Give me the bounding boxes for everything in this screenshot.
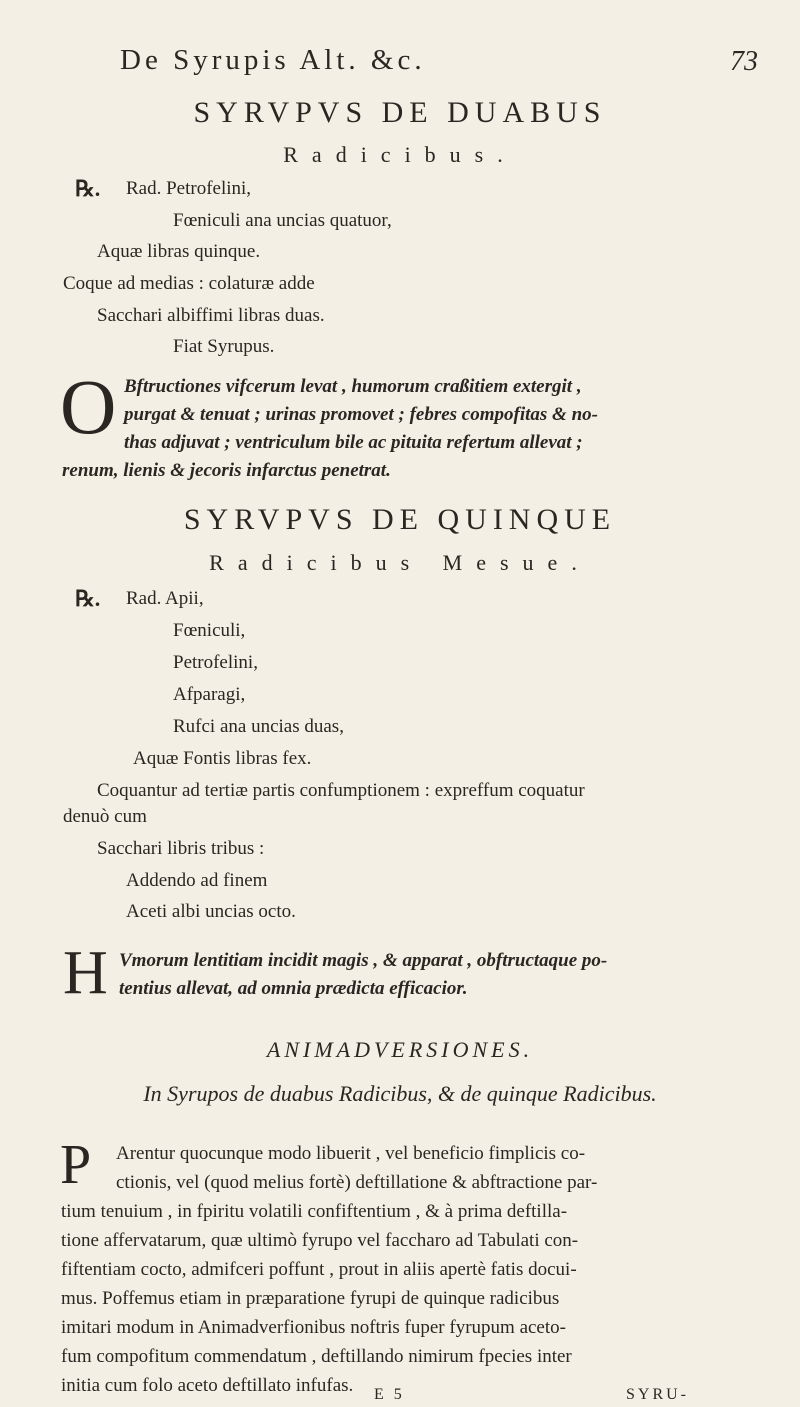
animadversiones-title: ANIMADVERSIONES. (266, 1037, 534, 1062)
recipe2-rx-symbol: ℞. (75, 586, 101, 611)
animadversiones-line: tione affervatarum, quæ ultimò fyrupo vel faccharo ad Tabulati con- (61, 1230, 579, 1251)
recipe1-line: Aquæ libras quinque. (97, 241, 261, 262)
page-number: 73 (730, 46, 758, 77)
recipe2-title: SYRVPVS DE QUINQUE (183, 503, 617, 536)
recipe1-title: SYRVPVS DE DUABUS (193, 96, 607, 129)
recipe2-line: Rad. Apii, (126, 588, 204, 609)
running-title: De Syrupis Alt. &c. (120, 44, 426, 76)
recipe1-virtues-dropcap: O (60, 363, 117, 450)
animadversiones-line: fum compofitum commendatum , deftillando nimirum fpecies inter (61, 1346, 572, 1367)
animadversiones-line: ctionis, vel (quod melius fortè) deftillatione & abftractione par- (116, 1172, 598, 1193)
animadversiones-line: imitari modum in Animadverfionibus noftris fuper fyrupum aceto- (61, 1317, 566, 1338)
recipe2-subtitle: Radicibus Mesue. (209, 550, 591, 575)
animadversiones-line: fiftentiam cocto, admifceri poffunt , prout in aliis apertè fatis docui- (61, 1259, 577, 1280)
recipe1-virtues-line: Bftructiones vifcerum levat , humorum craßitiem extergit , (124, 376, 582, 397)
animadversiones-line: Arentur quocunque modo libuerit , vel beneficio fimplicis co- (116, 1143, 586, 1164)
recipe1-rx-symbol: ℞. (75, 176, 101, 201)
animadversiones-subtitle: In Syrupos de duabus Radicibus, & de quinque Radicibus. (143, 1081, 657, 1106)
recipe2-virtues-line: tentius allevat, ad omnia prædicta efficacior. (119, 978, 468, 999)
recipe1-virtues-line: purgat & tenuat ; urinas promovet ; febres compofitas & no- (124, 404, 598, 425)
recipe2-line: Rufci ana uncias duas, (173, 716, 344, 737)
recipe1-virtues-line: thas adjuvat ; ventriculum bile ac pituita refertum allevat ; (124, 432, 583, 453)
recipe1-line: Rad. Petrofelini, (126, 178, 252, 199)
animadversiones-line: mus. Poffemus etiam in præparatione fyrupi de quinque radicibus (61, 1288, 560, 1309)
animadversiones-dropcap: P (60, 1134, 92, 1196)
recipe1-subtitle: Radicibus. (283, 142, 517, 167)
recipe2-virtues-dropcap: H (63, 939, 108, 1007)
recipe2-line: Petrofelini, (173, 652, 258, 673)
recipe1-line: Coque ad medias : colaturæ adde (63, 273, 315, 294)
recipe1-line: Fœniculi ana uncias quatuor, (173, 210, 392, 231)
recipe2-line: Coquantur ad tertiæ partis confumptionem : expreffum coquatur (97, 780, 585, 801)
animadversiones-line: tium tenuium , in fpiritu volatili confiftentium , & à prima deftilla- (61, 1201, 568, 1222)
recipe2-line: Sacchari libris tribus : (97, 838, 265, 859)
catchword: SYRU- (626, 1386, 690, 1403)
signature-mark: E 5 (374, 1386, 405, 1403)
recipe2-line: Afparagi, (173, 684, 246, 705)
recipe2-line: Fœniculi, (173, 620, 246, 641)
recipe1-line: Sacchari albiffimi libras duas. (97, 305, 325, 326)
recipe2-virtues-line: Vmorum lentitiam incidit magis , & apparat , obftructaque po- (119, 950, 608, 971)
recipe2-line: Addendo ad finem (126, 870, 268, 891)
recipe1-line: Fiat Syrupus. (173, 336, 275, 357)
recipe1-virtues-line: renum, lienis & jecoris infarctus penetrat. (62, 460, 391, 481)
recipe2-line: Aquæ Fontis libras fex. (133, 748, 312, 769)
recipe2-line: Aceti albi uncias octo. (126, 901, 296, 922)
recipe2-line: denuò cum (63, 806, 147, 827)
animadversiones-line: initia cum folo aceto deftillato infufas. (61, 1375, 354, 1396)
